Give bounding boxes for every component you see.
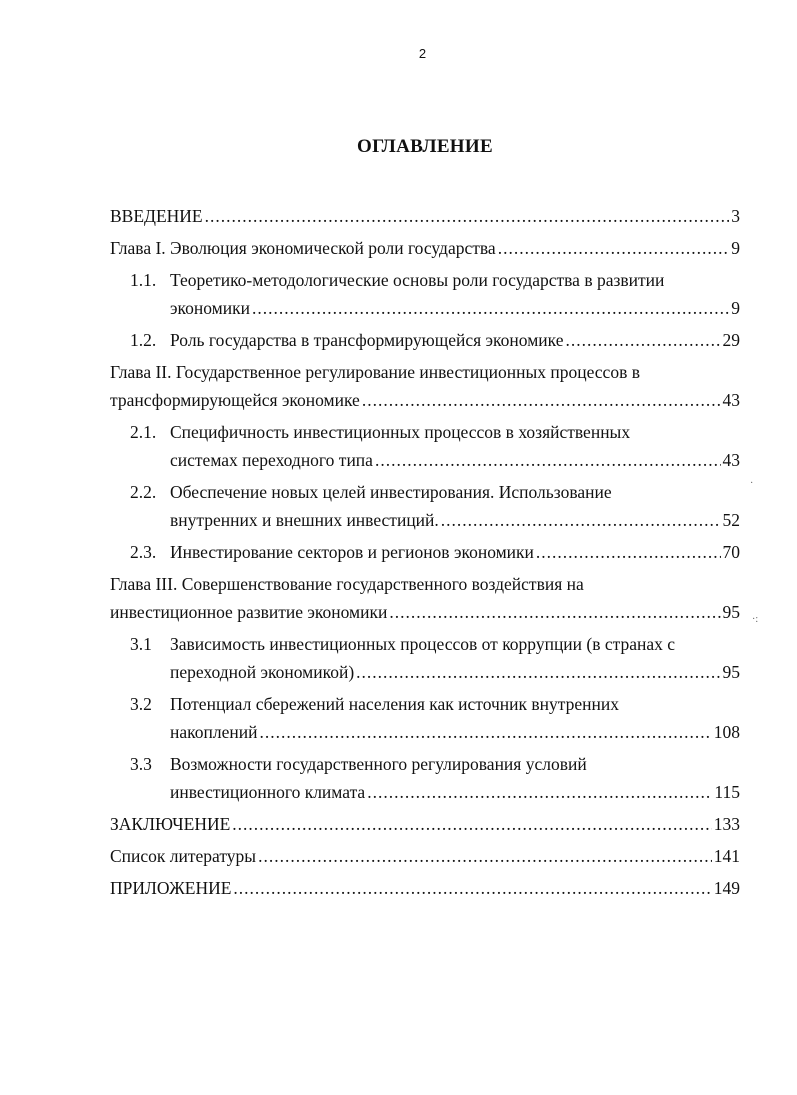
- toc-entry-page: 141: [713, 846, 740, 866]
- toc-entry-number: 3.1: [130, 634, 152, 654]
- toc-leader-dots: [259, 718, 711, 746]
- toc-entry-text: ВВЕДЕНИЕ: [110, 206, 203, 226]
- toc-entry-page: 43: [722, 450, 740, 470]
- toc-entry: [110, 842, 740, 870]
- toc-entry-text: Инвестирование секторов и регионов экономики: [170, 542, 534, 562]
- toc-leader-dots: [205, 202, 730, 230]
- toc-leader-dots: [258, 842, 712, 870]
- toc-entry-page: 115: [714, 782, 740, 802]
- toc-entry-text: Обеспечение новых целей инвестирования. Использование: [170, 482, 612, 502]
- toc-leader-dots: [252, 294, 729, 322]
- toc-entry-text: ЗАКЛЮЧЕНИЕ: [110, 814, 231, 834]
- toc-entry-text: системах переходного типа: [170, 450, 373, 470]
- toc-leader-dots: [356, 658, 720, 686]
- toc-leader-dots: [233, 874, 711, 902]
- toc-entry: [110, 326, 740, 354]
- toc-entry-text: Возможности государственного регулирования условий: [170, 754, 587, 774]
- toc-leader-dots: [441, 506, 721, 534]
- scan-speck: ·: [750, 478, 754, 489]
- toc-entry-page: 133: [713, 814, 740, 834]
- toc-entry: [110, 358, 740, 414]
- toc-entry-text: экономики: [170, 298, 250, 318]
- toc-entry-text: инвестиционное развитие экономики: [110, 602, 388, 622]
- toc-entry-text: переходной экономикой): [170, 662, 355, 682]
- toc-entry-number: 3.3: [130, 754, 152, 774]
- toc-leader-dots: [389, 598, 720, 626]
- toc-leader-dots: [367, 778, 712, 806]
- toc-entry: [110, 478, 740, 534]
- toc-leader-dots: [375, 446, 721, 474]
- page-title: ОГЛАВЛЕНИЕ: [357, 136, 493, 157]
- toc-entry-page: 29: [722, 330, 740, 350]
- toc-entry-text: Теоретико-методологические основы роли государства в развитии: [170, 270, 665, 290]
- toc-entry-page: 43: [722, 390, 740, 410]
- toc-entry-number: 1.1.: [130, 270, 157, 290]
- table-of-contents: [110, 202, 740, 902]
- toc-entry: [110, 234, 740, 262]
- toc-entry: [110, 810, 740, 838]
- toc-entry-text: трансформирующейся экономике: [110, 390, 360, 410]
- toc-entry: [110, 538, 740, 566]
- toc-entry-text: инвестиционного климата: [170, 782, 366, 802]
- toc-entry-text: Список литературы: [110, 846, 257, 866]
- toc-entry-text: Потенциал сбережений населения как источник внутренних: [170, 694, 620, 714]
- toc-entry: [110, 266, 740, 322]
- toc-entry-text: Зависимость инвестиционных процессов от коррупции (в странах с: [170, 634, 676, 654]
- toc-entry: [110, 630, 740, 686]
- toc-entry: [110, 418, 740, 474]
- toc-entry-page: 52: [722, 510, 740, 530]
- toc-entry-number: 1.2.: [130, 330, 157, 350]
- toc-leader-dots: [498, 234, 730, 262]
- toc-entry-text: ПРИЛОЖЕНИЕ: [110, 878, 232, 898]
- toc-entry-page: 95: [722, 662, 740, 682]
- toc-entry-text: Специфичность инвестиционных процессов в хозяйственных: [170, 422, 631, 442]
- toc-entry-number: 3.2: [130, 694, 152, 714]
- toc-leader-dots: [536, 538, 721, 566]
- toc-leader-dots: [565, 326, 720, 354]
- toc-entry: [110, 570, 740, 626]
- toc-entry: [110, 690, 740, 746]
- toc-entry-text: Роль государства в трансформирующейся экономике: [170, 330, 564, 350]
- toc-entry-number: 2.2.: [130, 482, 157, 502]
- toc-entry: [110, 874, 740, 902]
- toc-entry-number: 2.3.: [130, 542, 157, 562]
- toc-entry: [110, 202, 740, 230]
- toc-entry-page: 95: [722, 602, 740, 622]
- toc-entry-text: накоплений: [170, 722, 258, 742]
- toc-entry-page: 3: [731, 206, 740, 226]
- toc-entry-text: Глава II. Государственное регулирование инвестиционных процессов в: [110, 362, 640, 382]
- toc-entry-number: 2.1.: [130, 422, 157, 442]
- page-number: 2: [418, 46, 427, 61]
- toc-entry-page: 149: [713, 878, 740, 898]
- toc-entry-page: 9: [731, 298, 740, 318]
- scan-speck: ·:: [752, 614, 759, 625]
- toc-entry-text: внутренних и внешних инвестиций.: [170, 510, 439, 530]
- toc-entry-page: 9: [731, 238, 740, 258]
- toc-leader-dots: [362, 386, 721, 414]
- toc-entry-page: 108: [713, 722, 740, 742]
- toc-leader-dots: [232, 810, 711, 838]
- toc-entry-text: Глава I. Эволюция экономической роли государства: [110, 238, 496, 258]
- toc-entry-page: 70: [722, 542, 740, 562]
- toc-entry-text: Глава III. Совершенствование государственного воздействия на: [110, 574, 584, 594]
- toc-entry: [110, 750, 740, 806]
